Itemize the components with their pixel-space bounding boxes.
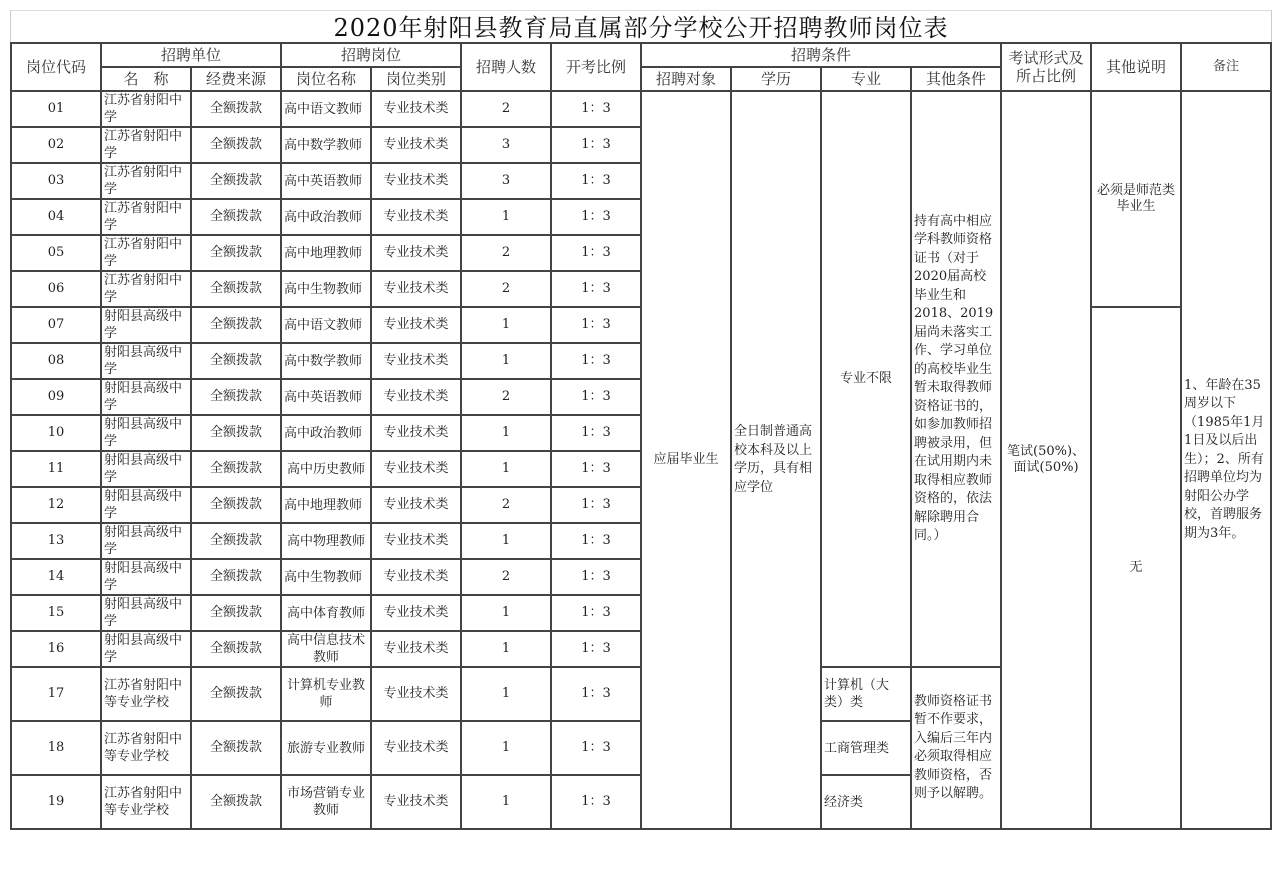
cell-type: 专业技术类	[371, 271, 461, 307]
cell-major: 工商管理类	[821, 721, 911, 775]
cell-unit: 射阳县高级中学	[101, 451, 191, 487]
cell-unit: 江苏省射阳中学	[101, 127, 191, 163]
header-exam: 考试形式及所占比例	[1001, 43, 1091, 91]
header-post-group: 招聘岗位	[281, 43, 461, 67]
cell-post: 计算机专业教师	[281, 667, 371, 721]
cell-ratio: 1：3	[551, 199, 641, 235]
cell-funding: 全额拨款	[191, 451, 281, 487]
cell-count: 1	[461, 523, 551, 559]
cell-ratio: 1：3	[551, 379, 641, 415]
cell-funding: 全额拨款	[191, 271, 281, 307]
header-funding: 经费来源	[191, 67, 281, 91]
cell-count: 1	[461, 415, 551, 451]
header-conditions-group: 招聘条件	[641, 43, 1001, 67]
cell-funding: 全额拨款	[191, 721, 281, 775]
cell-code: 10	[11, 415, 101, 451]
cell-post: 高中政治教师	[281, 415, 371, 451]
cell-ratio: 1：3	[551, 721, 641, 775]
cell-code: 03	[11, 163, 101, 199]
cell-ratio: 1：3	[551, 91, 641, 127]
cell-count: 2	[461, 559, 551, 595]
cell-type: 专业技术类	[371, 523, 461, 559]
cell-count: 1	[461, 595, 551, 631]
positions-table	[10, 42, 1272, 830]
cell-post: 高中地理教师	[281, 235, 371, 271]
cell-unit: 江苏省射阳中学	[101, 199, 191, 235]
cell-unit: 江苏省射阳中学	[101, 235, 191, 271]
cell-type: 专业技术类	[371, 127, 461, 163]
cell-code: 12	[11, 487, 101, 523]
cell-funding: 全额拨款	[191, 379, 281, 415]
header-code: 岗位代码	[11, 43, 101, 91]
cell-type: 专业技术类	[371, 559, 461, 595]
cell-unit: 江苏省射阳中学	[101, 91, 191, 127]
cell-ratio: 1：3	[551, 595, 641, 631]
cell-post: 高中信息技术教师	[281, 631, 371, 667]
cell-post: 高中生物教师	[281, 271, 371, 307]
cell-post: 高中物理教师	[281, 523, 371, 559]
cell-ratio: 1：3	[551, 307, 641, 343]
cell-funding: 全额拨款	[191, 343, 281, 379]
cell-unit: 射阳县高级中学	[101, 415, 191, 451]
cell-count: 1	[461, 307, 551, 343]
cell-count: 1	[461, 199, 551, 235]
cell-code: 06	[11, 271, 101, 307]
header-target: 招聘对象	[641, 67, 731, 91]
cell-code: 15	[11, 595, 101, 631]
cell-unit: 射阳县高级中学	[101, 343, 191, 379]
cell-unit: 射阳县高级中学	[101, 523, 191, 559]
header-post-name: 岗位名称	[281, 67, 371, 91]
cell-type: 专业技术类	[371, 343, 461, 379]
cell-post: 高中数学教师	[281, 127, 371, 163]
cell-count: 2	[461, 271, 551, 307]
cell-unit: 射阳县高级中学	[101, 631, 191, 667]
header-post-type: 岗位类别	[371, 67, 461, 91]
cell-type: 专业技术类	[371, 235, 461, 271]
cell-funding: 全额拨款	[191, 91, 281, 127]
cell-unit: 射阳县高级中学	[101, 559, 191, 595]
cell-ratio: 1：3	[551, 523, 641, 559]
cell-major: 经济类	[821, 775, 911, 829]
cell-ratio: 1：3	[551, 343, 641, 379]
header-count: 招聘人数	[461, 43, 551, 91]
header-unit-name: 名 称	[101, 67, 191, 91]
cell-post: 高中语文教师	[281, 91, 371, 127]
cell-funding: 全额拨款	[191, 235, 281, 271]
cell-ratio: 1：3	[551, 775, 641, 829]
cell-post: 高中历史教师	[281, 451, 371, 487]
cell-code: 14	[11, 559, 101, 595]
cell-post: 高中政治教师	[281, 199, 371, 235]
cell-funding: 全额拨款	[191, 631, 281, 667]
cell-ratio: 1：3	[551, 415, 641, 451]
cell-post: 高中地理教师	[281, 487, 371, 523]
cell-code: 16	[11, 631, 101, 667]
cell-code: 08	[11, 343, 101, 379]
cell-ratio: 1：3	[551, 235, 641, 271]
recruitment-sheet	[10, 10, 1270, 860]
cell-other-note-bottom: 无	[1091, 307, 1181, 829]
cell-code: 05	[11, 235, 101, 271]
cell-other-cond-vocational: 教师资格证书暂不作要求，入编后三年内必须取得相应教师资格，否则予以解聘。	[911, 667, 1001, 829]
header-other-note: 其他说明	[1091, 43, 1181, 91]
cell-unit: 江苏省射阳中学	[101, 163, 191, 199]
cell-count: 2	[461, 91, 551, 127]
cell-count: 1	[461, 721, 551, 775]
cell-unit: 江苏省射阳中等专业学校	[101, 667, 191, 721]
cell-code: 04	[11, 199, 101, 235]
cell-funding: 全额拨款	[191, 307, 281, 343]
cell-count: 3	[461, 163, 551, 199]
cell-code: 11	[11, 451, 101, 487]
cell-other-cond-general: 持有高中相应学科教师资格证书（对于2020届高校毕业生和2018、2019届尚未落实工作、学习单位的高校毕业生暂未取得教师资格证书的，如参加教师招聘被录用，但在试用期内未取得相应教师资格的，依法解除聘用合同。）	[911, 91, 1001, 667]
cell-type: 专业技术类	[371, 199, 461, 235]
header-unit-group: 招聘单位	[101, 43, 281, 67]
cell-unit: 江苏省射阳中等专业学校	[101, 775, 191, 829]
cell-unit: 江苏省射阳中学	[101, 271, 191, 307]
cell-count: 1	[461, 343, 551, 379]
cell-funding: 全额拨款	[191, 199, 281, 235]
cell-code: 01	[11, 91, 101, 127]
header-other-cond: 其他条件	[911, 67, 1001, 91]
cell-count: 1	[461, 631, 551, 667]
cell-code: 07	[11, 307, 101, 343]
cell-funding: 全额拨款	[191, 487, 281, 523]
cell-type: 专业技术类	[371, 775, 461, 829]
cell-funding: 全额拨款	[191, 595, 281, 631]
cell-funding: 全额拨款	[191, 523, 281, 559]
cell-post: 高中数学教师	[281, 343, 371, 379]
cell-count: 3	[461, 127, 551, 163]
cell-funding: 全额拨款	[191, 775, 281, 829]
cell-count: 1	[461, 451, 551, 487]
header-remark: 备注	[1181, 43, 1271, 91]
cell-type: 专业技术类	[371, 451, 461, 487]
cell-count: 2	[461, 379, 551, 415]
cell-post: 高中英语教师	[281, 163, 371, 199]
cell-education-merged: 全日制普通高校本科及以上学历，具有相应学位	[731, 91, 821, 829]
header-ratio: 开考比例	[551, 43, 641, 91]
header-education: 学历	[731, 67, 821, 91]
cell-count: 2	[461, 235, 551, 271]
cell-funding: 全额拨款	[191, 127, 281, 163]
cell-funding: 全额拨款	[191, 667, 281, 721]
cell-code: 17	[11, 667, 101, 721]
cell-funding: 全额拨款	[191, 163, 281, 199]
cell-ratio: 1：3	[551, 559, 641, 595]
cell-remark-merged: 1、年龄在35周岁以下（1985年1月1日及以后出生）；2、所有招聘单位均为射阳公办学校，首聘服务期为3年。	[1181, 91, 1271, 829]
cell-code: 13	[11, 523, 101, 559]
cell-type: 专业技术类	[371, 631, 461, 667]
cell-post: 旅游专业教师	[281, 721, 371, 775]
cell-type: 专业技术类	[371, 487, 461, 523]
cell-ratio: 1：3	[551, 487, 641, 523]
cell-type: 专业技术类	[371, 163, 461, 199]
cell-ratio: 1：3	[551, 667, 641, 721]
cell-code: 09	[11, 379, 101, 415]
cell-unit: 射阳县高级中学	[101, 379, 191, 415]
cell-other-note-top: 必须是师范类毕业生	[1091, 91, 1181, 307]
cell-unit: 射阳县高级中学	[101, 307, 191, 343]
cell-exam-merged: 笔试(50%)、面试(50%)	[1001, 91, 1091, 829]
cell-post: 市场营销专业教师	[281, 775, 371, 829]
cell-post: 高中生物教师	[281, 559, 371, 595]
cell-type: 专业技术类	[371, 91, 461, 127]
cell-target-merged: 应届毕业生	[641, 91, 731, 829]
cell-post: 高中英语教师	[281, 379, 371, 415]
cell-ratio: 1：3	[551, 631, 641, 667]
cell-unit: 江苏省射阳中等专业学校	[101, 721, 191, 775]
cell-funding: 全额拨款	[191, 559, 281, 595]
cell-ratio: 1：3	[551, 271, 641, 307]
cell-post: 高中体育教师	[281, 595, 371, 631]
cell-type: 专业技术类	[371, 307, 461, 343]
cell-code: 18	[11, 721, 101, 775]
cell-unit: 射阳县高级中学	[101, 595, 191, 631]
cell-type: 专业技术类	[371, 379, 461, 415]
cell-major: 计算机（大类）类	[821, 667, 911, 721]
cell-unit: 射阳县高级中学	[101, 487, 191, 523]
cell-ratio: 1：3	[551, 163, 641, 199]
cell-count: 1	[461, 775, 551, 829]
cell-post: 高中语文教师	[281, 307, 371, 343]
sheet-title: 2020年射阳县教育局直属部分学校公开招聘教师岗位表	[10, 10, 1272, 43]
header-major: 专业	[821, 67, 911, 91]
cell-ratio: 1：3	[551, 127, 641, 163]
cell-type: 专业技术类	[371, 721, 461, 775]
cell-code: 19	[11, 775, 101, 829]
table-row	[11, 91, 1271, 127]
cell-type: 专业技术类	[371, 415, 461, 451]
cell-count: 1	[461, 667, 551, 721]
cell-type: 专业技术类	[371, 667, 461, 721]
cell-funding: 全额拨款	[191, 415, 281, 451]
cell-count: 2	[461, 487, 551, 523]
cell-ratio: 1：3	[551, 451, 641, 487]
cell-code: 02	[11, 127, 101, 163]
cell-major-general: 专业不限	[821, 91, 911, 667]
cell-type: 专业技术类	[371, 595, 461, 631]
